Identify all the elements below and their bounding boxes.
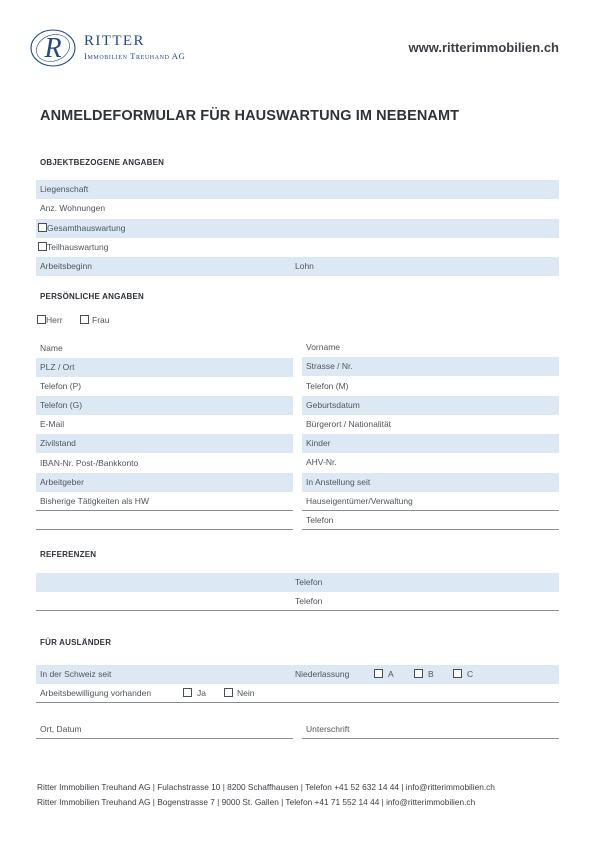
field-label: Name bbox=[40, 343, 63, 353]
form-title: ANMELDEFORMULAR FÜR HAUSWARTUNG IM NEBENAMT bbox=[40, 108, 460, 124]
field-hauseigentuemer-telefon[interactable] bbox=[302, 511, 559, 530]
field-referenz-1[interactable] bbox=[36, 573, 559, 592]
field-label: PLZ / Ort bbox=[40, 362, 75, 372]
field-label: Telefon bbox=[295, 577, 323, 587]
field-label: Kinder bbox=[306, 438, 331, 448]
bewilligung-option-nein bbox=[224, 684, 254, 703]
field-label: Strasse / Nr. bbox=[306, 361, 353, 371]
bewilligung-ja-checkbox[interactable] bbox=[183, 688, 192, 697]
niederlassung-a-checkbox[interactable] bbox=[374, 669, 383, 678]
field-iban[interactable] bbox=[36, 454, 293, 473]
field-geburtsdatum[interactable] bbox=[302, 396, 559, 415]
field-zivilstand[interactable] bbox=[36, 434, 293, 453]
field-label: Telefon (P) bbox=[40, 381, 82, 391]
option-gesamthauswartung bbox=[36, 219, 559, 238]
footer-address-schaffhausen: Ritter Immobilien Treuhand AG | Fulachstrasse 10 | 8200 Schaffhausen | Telefon +41 52 632 14 44 | info@ritterimmobilien.ch bbox=[37, 782, 495, 792]
frau-checkbox[interactable] bbox=[80, 315, 89, 324]
option-label: Teilhauswartung bbox=[47, 242, 109, 252]
field-buergerort[interactable] bbox=[302, 415, 559, 434]
logo-letter: R bbox=[44, 33, 62, 64]
teilhauswartung-checkbox[interactable] bbox=[38, 242, 47, 251]
field-label: E-Mail bbox=[40, 419, 65, 429]
option-herr bbox=[37, 314, 63, 326]
field-label: Lohn bbox=[295, 261, 314, 271]
niederlassung-option-c bbox=[453, 665, 473, 684]
field-ort-datum[interactable] bbox=[36, 720, 293, 739]
bewilligung-nein-checkbox[interactable] bbox=[224, 688, 233, 697]
option-label: C bbox=[467, 669, 474, 679]
brand-name: RITTER bbox=[84, 33, 145, 49]
field-label: Arbeitgeber bbox=[40, 477, 84, 487]
field-label: IBAN-Nr. Post-/Bankkonto bbox=[40, 458, 139, 468]
field-label: Niederlassung bbox=[295, 669, 350, 679]
section-heading-auslaender: FÜR AUSLÄNDER bbox=[40, 638, 112, 647]
field-label: Telefon (M) bbox=[306, 381, 349, 391]
option-label: Ja bbox=[197, 688, 206, 698]
brand-subtitle: Immobilien Treuhand AG bbox=[84, 51, 186, 61]
niederlassung-b-checkbox[interactable] bbox=[414, 669, 423, 678]
field-label: Zivilstand bbox=[40, 438, 76, 448]
section-heading-persoenlich: PERSÖNLICHE ANGABEN bbox=[40, 292, 144, 301]
field-name[interactable] bbox=[36, 339, 293, 358]
field-label: Bürgerort / Nationalität bbox=[306, 419, 392, 429]
field-arbeitgeber[interactable] bbox=[36, 473, 293, 492]
gesamthauswartung-checkbox[interactable] bbox=[38, 223, 47, 232]
field-arbeitsbewilligung bbox=[36, 684, 559, 703]
field-telefon-m[interactable] bbox=[302, 377, 559, 396]
option-label: Gesamthauswartung bbox=[47, 223, 126, 233]
field-label: Arbeitsbeginn bbox=[40, 261, 92, 271]
field-hauseigentuemer[interactable] bbox=[302, 492, 559, 511]
field-label: Liegenschaft bbox=[40, 184, 89, 194]
logo-monogram-icon bbox=[28, 26, 80, 70]
field-label: Unterschrift bbox=[306, 724, 350, 734]
section-heading-objekt: OBJEKTBEZOGENE ANGABEN bbox=[40, 158, 165, 167]
website-link[interactable]: www.ritterimmobilien.ch bbox=[408, 40, 559, 55]
herr-checkbox[interactable] bbox=[37, 315, 46, 324]
field-telefon-p[interactable] bbox=[36, 377, 293, 396]
field-anstellung-seit[interactable] bbox=[302, 473, 559, 492]
field-label: AHV-Nr. bbox=[306, 457, 337, 467]
field-ahv[interactable] bbox=[302, 453, 559, 472]
option-teilhauswartung bbox=[36, 238, 559, 257]
section-heading-referenzen: REFERENZEN bbox=[40, 550, 97, 559]
option-frau bbox=[80, 314, 109, 326]
option-label: Herr bbox=[46, 315, 63, 325]
field-unterschrift[interactable] bbox=[302, 720, 559, 739]
field-email[interactable] bbox=[36, 415, 293, 434]
field-referenz-2[interactable] bbox=[36, 592, 559, 611]
field-label: Ort, Datum bbox=[40, 724, 82, 734]
niederlassung-option-b bbox=[414, 665, 434, 684]
footer-address-st-gallen: Ritter Immobilien Treuhand AG | Bogenstrasse 7 | 9000 St. Gallen | Telefon +41 71 552 14 44 | info@ritterimmobilien.ch bbox=[37, 797, 476, 807]
field-label: Bisherige Tätigkeiten als HW bbox=[40, 496, 149, 506]
field-telefon-g[interactable] bbox=[36, 396, 293, 415]
field-bisherige-taetigkeiten[interactable] bbox=[36, 492, 293, 511]
option-label: A bbox=[388, 669, 394, 679]
field-label: In Anstellung seit bbox=[306, 477, 371, 487]
bewilligung-option-ja bbox=[183, 684, 206, 703]
option-label: Frau bbox=[92, 315, 110, 325]
field-label: Telefon (G) bbox=[40, 400, 83, 410]
field-liegenschaft[interactable] bbox=[36, 180, 559, 199]
field-label: Geburtsdatum bbox=[306, 400, 360, 410]
company-logo bbox=[28, 26, 218, 70]
niederlassung-option-a bbox=[374, 665, 394, 684]
field-in-schweiz-seit[interactable] bbox=[36, 665, 559, 684]
field-wohnungen[interactable] bbox=[36, 199, 559, 218]
field-plz-ort[interactable] bbox=[36, 358, 293, 377]
field-label: In der Schweiz seit bbox=[40, 669, 112, 679]
field-strasse[interactable] bbox=[302, 357, 559, 376]
field-kinder[interactable] bbox=[302, 434, 559, 453]
field-arbeitsbeginn-lohn[interactable] bbox=[36, 257, 559, 276]
field-bisherige-taetigkeiten-line2[interactable] bbox=[36, 511, 293, 530]
option-label: Nein bbox=[237, 688, 255, 698]
field-label: Telefon bbox=[295, 596, 323, 606]
option-label: B bbox=[428, 669, 434, 679]
field-label: Anz. Wohnungen bbox=[40, 203, 106, 213]
field-vorname[interactable] bbox=[302, 338, 559, 357]
field-label: Hauseigentümer/Verwaltung bbox=[306, 496, 413, 506]
field-label: Arbeitsbewilligung vorhanden bbox=[40, 688, 152, 698]
niederlassung-c-checkbox[interactable] bbox=[453, 669, 462, 678]
field-label: Vorname bbox=[306, 342, 341, 352]
field-label: Telefon bbox=[306, 515, 334, 525]
